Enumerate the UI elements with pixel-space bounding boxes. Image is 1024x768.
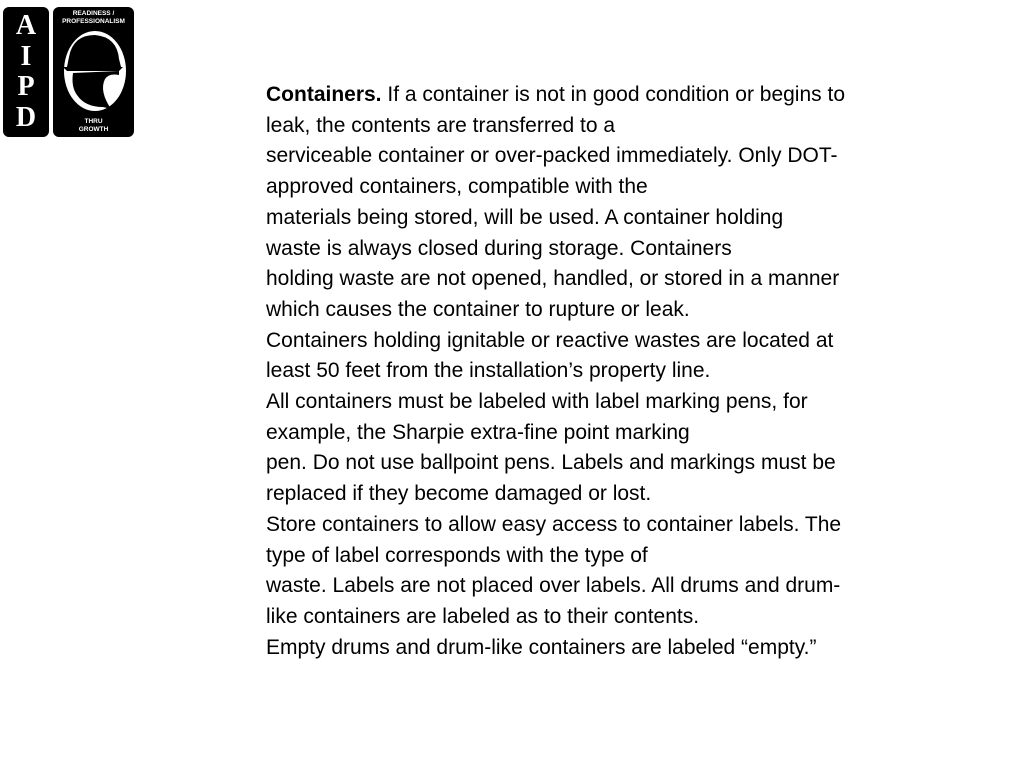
text-line: leak, the contents are transferred to a xyxy=(266,113,616,137)
text-line: pen. Do not use ballpoint pens. Labels and markings must be xyxy=(266,451,836,475)
soldier-badge xyxy=(53,7,134,137)
badge-bottom-caption: THRU GROWTH xyxy=(78,118,109,133)
aipd-logo xyxy=(3,7,134,137)
text-line: All containers must be labeled with label marking pens, for xyxy=(266,390,808,414)
containers-paragraph xyxy=(266,80,926,663)
text-line: waste. Labels are not placed over labels. All drums and drum- xyxy=(266,574,841,598)
text-line: materials being stored, will be used. A container holding xyxy=(266,205,784,229)
aipd-letters xyxy=(3,7,49,137)
text-line: replaced if they become damaged or lost. xyxy=(266,482,652,506)
text-line: holding waste are not opened, handled, or stored in a manner xyxy=(266,267,840,291)
first-line-text: If a container is not in good condition or begins to xyxy=(381,83,845,106)
logo-letter: A xyxy=(15,10,37,42)
text-line: least 50 feet from the installation’s property line. xyxy=(266,359,711,383)
text-line: which causes the container to rupture or leak. xyxy=(266,297,690,321)
first-line xyxy=(266,80,926,111)
text-line: serviceable container or over-packed immediately. Only DOT- xyxy=(266,144,838,168)
text-line: type of label corresponds with the type of xyxy=(266,543,648,567)
section-heading: Containers. xyxy=(266,83,382,106)
soldier-head-icon xyxy=(59,27,128,115)
logo-letter: I xyxy=(20,40,32,72)
text-line: Containers holding ignitable or reactive wastes are located at xyxy=(266,328,834,352)
logo-letter: D xyxy=(15,101,37,133)
logo-letter: P xyxy=(17,71,35,103)
text-line: Empty drums and drum-like containers are labeled “empty.” xyxy=(266,635,817,659)
text-line: like containers are labeled as to their contents. xyxy=(266,604,700,628)
text-line: example, the Sharpie extra-fine point marking xyxy=(266,420,690,444)
text-line: approved containers, compatible with the xyxy=(266,175,648,199)
text-line: Store containers to allow easy access to container labels. The xyxy=(266,512,842,536)
text-line: waste is always closed during storage. Containers xyxy=(266,236,732,260)
badge-top-caption: READINESS / PROFESSIONALISM xyxy=(62,10,125,25)
